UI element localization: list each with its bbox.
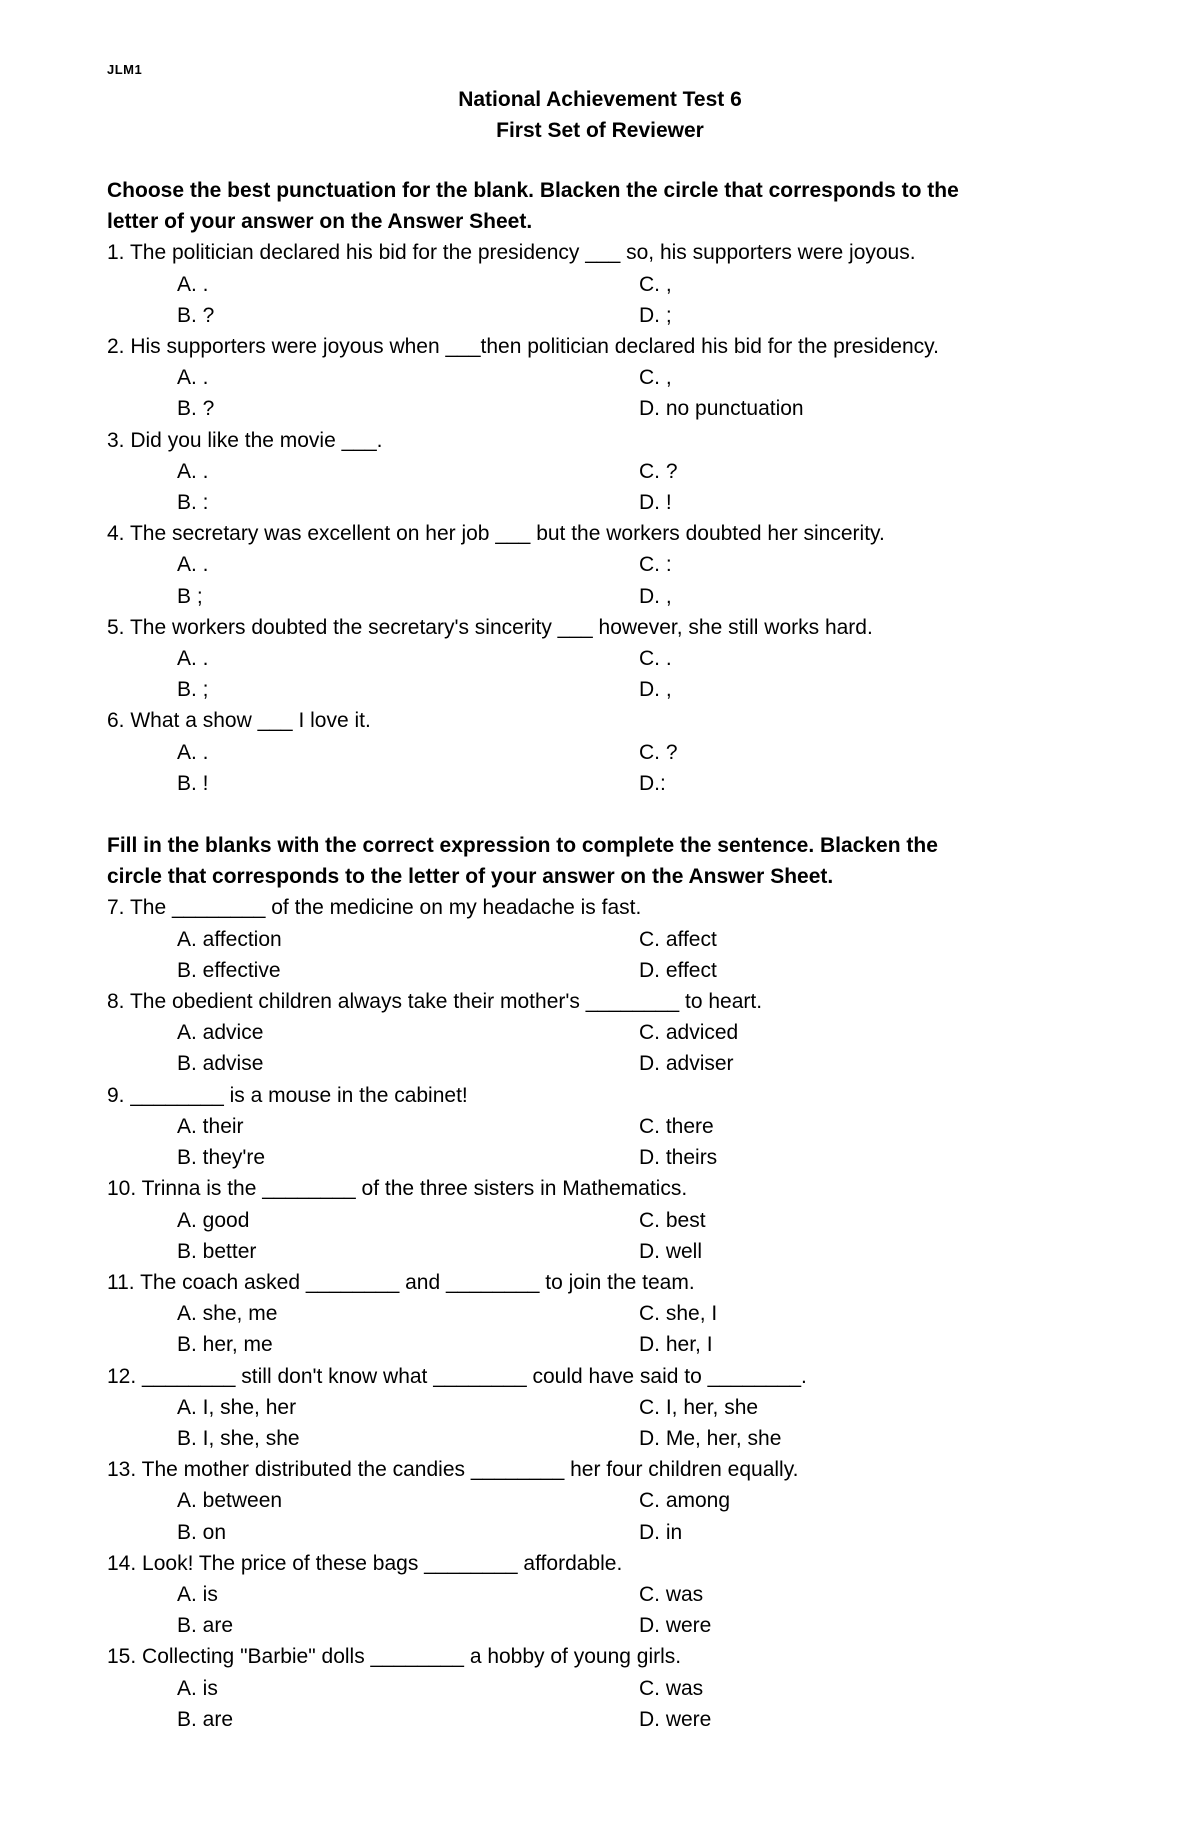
option-d: D. no punctuation bbox=[639, 397, 804, 421]
question-item bbox=[107, 1548, 1087, 1642]
option-c: C. was bbox=[639, 1676, 704, 1700]
option-b: B. her, me bbox=[177, 1333, 273, 1357]
question-text: 14. Look! The price of these bags ________ affordable. bbox=[107, 1551, 623, 1575]
option-d: D. adviser bbox=[639, 1052, 734, 1076]
options-row bbox=[107, 1048, 1087, 1079]
option-d: D. her, I bbox=[639, 1333, 713, 1357]
options-row bbox=[107, 1329, 1087, 1360]
option-d: D. in bbox=[639, 1520, 683, 1544]
section-gap bbox=[107, 799, 1087, 830]
option-c: C. I, her, she bbox=[639, 1395, 759, 1419]
section2-instruction-line2: circle that corresponds to the letter of your answer on the Answer Sheet. bbox=[107, 865, 834, 889]
question-item bbox=[107, 986, 1087, 1080]
options-row bbox=[107, 393, 1087, 424]
question-text: 2. His supporters were joyous when ___then politician declared his bid for the presidency. bbox=[107, 335, 939, 359]
option-b: B. : bbox=[177, 491, 209, 515]
option-c: C. ? bbox=[639, 459, 678, 483]
options-row bbox=[107, 955, 1087, 986]
options-row bbox=[107, 1704, 1087, 1735]
option-c: C. . bbox=[639, 647, 672, 671]
option-b: B ; bbox=[177, 584, 203, 608]
option-a: A. their bbox=[177, 1114, 244, 1138]
options-row bbox=[107, 581, 1087, 612]
option-b: B. ! bbox=[177, 771, 209, 795]
option-d: D. Me, her, she bbox=[639, 1426, 782, 1450]
question-item bbox=[107, 612, 1087, 706]
option-d: D. were bbox=[639, 1614, 712, 1638]
options-row bbox=[107, 924, 1087, 955]
option-b: B. ? bbox=[177, 397, 215, 421]
question-item bbox=[107, 518, 1087, 612]
options-row bbox=[107, 1517, 1087, 1548]
question-item bbox=[107, 1361, 1087, 1455]
question-item bbox=[107, 1080, 1087, 1174]
options-row bbox=[107, 1392, 1087, 1423]
option-c: C. she, I bbox=[639, 1302, 718, 1326]
question-item bbox=[107, 1267, 1087, 1361]
option-d: D. were bbox=[639, 1707, 712, 1731]
option-d: D. effect bbox=[639, 958, 717, 982]
option-d: D. ; bbox=[639, 303, 672, 327]
option-c: C. : bbox=[639, 553, 672, 577]
page-title: National Achievement Test 6 bbox=[458, 88, 742, 111]
options-row bbox=[107, 674, 1087, 705]
question-item bbox=[107, 425, 1087, 519]
option-b: B. advise bbox=[177, 1052, 264, 1076]
option-a: A. advice bbox=[177, 1021, 264, 1045]
options-row bbox=[107, 1205, 1087, 1236]
option-a: A. . bbox=[177, 459, 209, 483]
options-row bbox=[107, 643, 1087, 674]
section1-question-list bbox=[107, 237, 1087, 799]
question-text: 9. ________ is a mouse in the cabinet! bbox=[107, 1083, 468, 1107]
question-item bbox=[107, 1454, 1087, 1548]
option-a: A. is bbox=[177, 1676, 218, 1700]
options-row bbox=[107, 1673, 1087, 1704]
section1-instruction-line2: letter of your answer on the Answer Sheet. bbox=[107, 210, 533, 234]
option-b: B. ? bbox=[177, 303, 215, 327]
options-row bbox=[107, 1111, 1087, 1142]
options-row bbox=[107, 362, 1087, 393]
option-a: A. . bbox=[177, 740, 209, 764]
question-text: 11. The coach asked ________ and ________ to join the team. bbox=[107, 1270, 695, 1294]
option-b: B. on bbox=[177, 1520, 227, 1544]
option-c: C. , bbox=[639, 272, 672, 296]
option-a: A. is bbox=[177, 1582, 218, 1606]
option-a: A. affection bbox=[177, 927, 282, 951]
question-text: 13. The mother distributed the candies ________ her four children equally. bbox=[107, 1458, 799, 1482]
option-d: D. , bbox=[639, 678, 672, 702]
option-a: A. . bbox=[177, 553, 209, 577]
option-c: C. , bbox=[639, 366, 672, 390]
options-row bbox=[107, 737, 1087, 768]
question-item bbox=[107, 892, 1087, 986]
option-a: A. good bbox=[177, 1208, 250, 1232]
option-b: B. I, she, she bbox=[177, 1426, 300, 1450]
question-item bbox=[107, 705, 1087, 799]
options-row bbox=[107, 456, 1087, 487]
options-row bbox=[107, 1298, 1087, 1329]
option-b: B. they're bbox=[177, 1146, 266, 1170]
option-b: B. better bbox=[177, 1239, 257, 1263]
question-item bbox=[107, 237, 1087, 331]
page-subtitle: First Set of Reviewer bbox=[496, 119, 704, 142]
options-row bbox=[107, 269, 1087, 300]
question-text: 1. The politician declared his bid for the presidency ___ so, his supporters were joyous. bbox=[107, 241, 916, 265]
options-row bbox=[107, 1610, 1087, 1641]
option-c: C. affect bbox=[639, 927, 717, 951]
option-a: A. . bbox=[177, 272, 209, 296]
question-text: 4. The secretary was excellent on her job ___ but the workers doubted her sincerity. bbox=[107, 522, 885, 546]
section2-question-list bbox=[107, 892, 1087, 1734]
section1-instruction bbox=[107, 175, 1087, 237]
option-d: D.: bbox=[639, 771, 666, 795]
test-content bbox=[107, 175, 1087, 1735]
question-text: 5. The workers doubted the secretary's sincerity ___ however, she still works hard. bbox=[107, 615, 873, 639]
question-item bbox=[107, 1641, 1087, 1735]
option-c: C. best bbox=[639, 1208, 706, 1232]
option-d: D. ! bbox=[639, 491, 672, 515]
options-row bbox=[107, 487, 1087, 518]
option-c: C. there bbox=[639, 1114, 714, 1138]
option-b: B. are bbox=[177, 1707, 234, 1731]
question-text: 12. ________ still don't know what ________ could have said to ________. bbox=[107, 1364, 807, 1388]
question-item bbox=[107, 331, 1087, 425]
option-c: C. ? bbox=[639, 740, 678, 764]
options-row bbox=[107, 1142, 1087, 1173]
option-a: A. . bbox=[177, 647, 209, 671]
options-row bbox=[107, 1485, 1087, 1516]
option-a: A. between bbox=[177, 1489, 283, 1513]
option-d: D. well bbox=[639, 1239, 703, 1263]
title-block bbox=[0, 84, 1200, 146]
options-row bbox=[107, 1236, 1087, 1267]
options-row bbox=[107, 300, 1087, 331]
option-c: C. was bbox=[639, 1582, 704, 1606]
option-c: C. among bbox=[639, 1489, 731, 1513]
question-text: 8. The obedient children always take their mother's ________ to heart. bbox=[107, 990, 763, 1014]
document-code: JLM1 bbox=[107, 62, 143, 77]
question-item bbox=[107, 1173, 1087, 1267]
option-a: A. I, she, her bbox=[177, 1395, 297, 1419]
question-text: 15. Collecting "Barbie" dolls ________ a hobby of young girls. bbox=[107, 1645, 682, 1669]
question-text: 6. What a show ___ I love it. bbox=[107, 709, 371, 733]
option-a: A. . bbox=[177, 366, 209, 390]
section2-instruction-line1: Fill in the blanks with the correct expression to complete the sentence. Blacken the bbox=[107, 834, 938, 858]
option-a: A. she, me bbox=[177, 1302, 278, 1326]
option-b: B. are bbox=[177, 1614, 234, 1638]
options-row bbox=[107, 1423, 1087, 1454]
options-row bbox=[107, 1017, 1087, 1048]
section2-instruction bbox=[107, 830, 1087, 892]
option-d: D. , bbox=[639, 584, 672, 608]
question-text: 7. The ________ of the medicine on my headache is fast. bbox=[107, 896, 642, 920]
option-b: B. ; bbox=[177, 678, 209, 702]
options-row bbox=[107, 549, 1087, 580]
question-text: 3. Did you like the movie ___. bbox=[107, 428, 383, 452]
options-row bbox=[107, 1579, 1087, 1610]
option-b: B. effective bbox=[177, 958, 281, 982]
option-d: D. theirs bbox=[639, 1146, 718, 1170]
question-text: 10. Trinna is the ________ of the three sisters in Mathematics. bbox=[107, 1177, 688, 1201]
option-c: C. adviced bbox=[639, 1021, 739, 1045]
section1-instruction-line1: Choose the best punctuation for the blank. Blacken the circle that corresponds to the bbox=[107, 179, 959, 202]
options-row bbox=[107, 768, 1087, 799]
